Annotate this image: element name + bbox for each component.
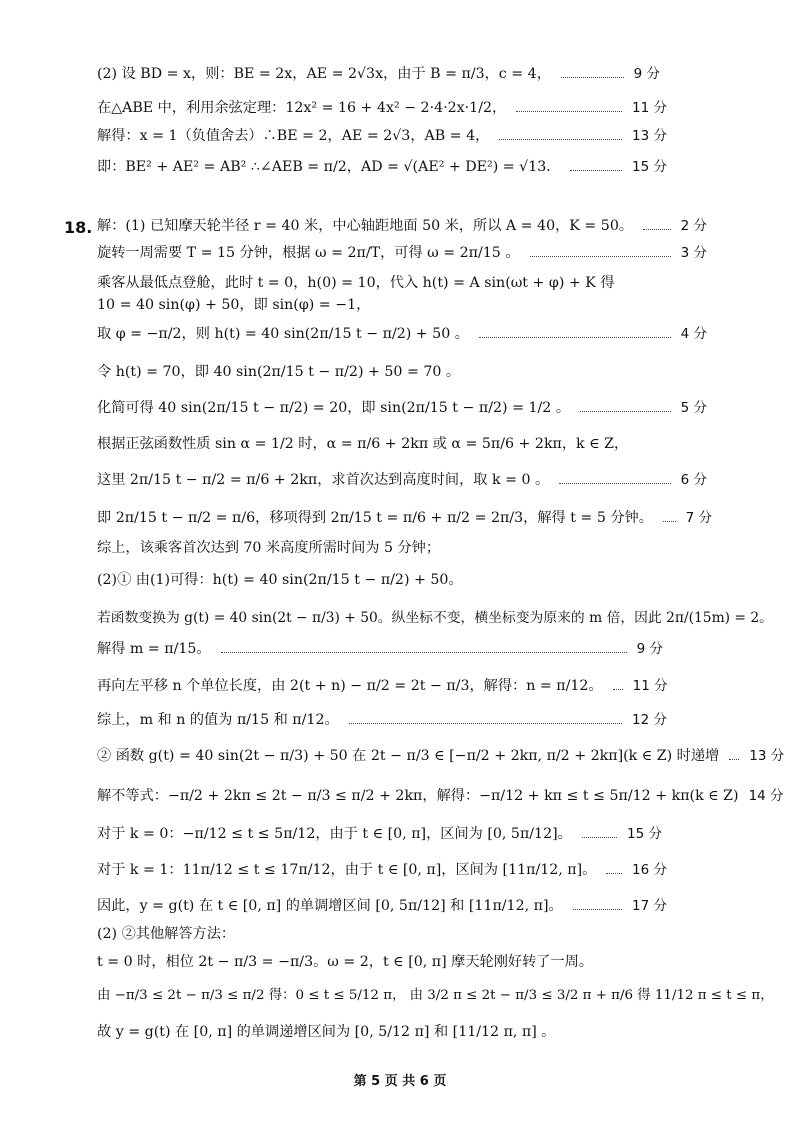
solution-line (97, 862, 667, 880)
solution-line (97, 712, 667, 730)
line-text: 对于 k = 1：11π/12 ≤ t ≤ 17π/12，由于 t ∈ [0, π]，区间为 [11π/12, π]。 (97, 862, 597, 878)
line-text: 化简可得 40 sin(2π/15 t − π/2) = 20，即 sin(2π/15 t − π/2) = 1/2 。 (97, 400, 571, 416)
question-number: 18. (64, 218, 93, 237)
line-text: 若函数变换为 g(t) = 40 sin(2t − π/3) + 50。纵坐标不变，横坐标变为原来的 m 倍，因此 2π/(15m) = 2。 (97, 610, 773, 626)
solution-line (97, 898, 667, 916)
solution-line (97, 954, 593, 972)
line-text: 乘客从最低点登舱，此时 t = 0，h(0) = 10，代入 h(t) = A sin(ωt + φ) + K 得 (97, 275, 615, 291)
score-points: 15 分 (632, 159, 667, 176)
score-points: 2 分 (680, 218, 707, 235)
solution-line (97, 159, 667, 177)
solution-line (97, 400, 707, 418)
line-text: (2)① 由(1)可得：h(t) = 40 sin(2π/15 t − π/2) + 50。 (97, 572, 463, 588)
line-text: 综上，m 和 n 的值为 π/15 和 π/12。 (97, 712, 339, 728)
score-points: 12 分 (632, 712, 667, 729)
solution-line (97, 128, 667, 146)
score-points: 11 分 (632, 678, 668, 695)
line-text: 因此，y = g(t) 在 t ∈ [0, π] 的单调增区间 [0, 5π/12] 和 [11π/12, π]。 (97, 898, 563, 914)
solution-line (97, 100, 667, 118)
solution-line (97, 364, 460, 382)
dot-leader (643, 229, 671, 230)
solution-line (97, 610, 773, 627)
line-text: 这里 2π/15 t − π/2 = π/6 + 2kπ，求首次达到高度时间，取 k = 0 。 (97, 472, 550, 488)
score-points: 3 分 (680, 245, 707, 262)
page-footer: 第 5 页 共 6 页 (353, 1074, 447, 1089)
score-points: 17 分 (632, 898, 667, 915)
score-points: 16 分 (632, 862, 667, 879)
dot-leader (530, 256, 671, 257)
solution-line (97, 748, 785, 766)
line-text: 在△ABE 中，利用余弦定理：12x² = 16 + 4x² − 2·4·2x·1/2， (97, 100, 507, 116)
solution-line (97, 436, 628, 454)
solution-line (97, 66, 660, 84)
line-text: 综上，该乘客首次达到 70 米高度所需时间为 5 分钟； (97, 540, 441, 556)
line-text: (2) ②其他解答方法： (97, 926, 236, 942)
dot-leader (516, 111, 622, 112)
dot-leader (729, 759, 739, 760)
score-points: 9 分 (633, 66, 660, 83)
score-points: 15 分 (627, 826, 662, 843)
score-points: 13 分 (749, 748, 785, 765)
dot-leader (570, 170, 622, 171)
dot-leader (349, 723, 622, 724)
solution-line (97, 510, 712, 528)
score-points: 11 分 (632, 100, 667, 117)
solution-line (97, 218, 707, 236)
score-points: 9 分 (636, 641, 663, 658)
dot-leader (221, 652, 627, 653)
solution-line (97, 988, 774, 1005)
line-text: 10 = 40 sin(φ) + 50，即 sin(φ) = −1， (97, 297, 371, 313)
solution-line (97, 1024, 556, 1042)
line-text: 即 2π/15 t − π/2 = π/6，移项得到 2π/15 t = π/6 + π/2 = 2π/3，解得 t = 5 分钟。 (97, 510, 653, 526)
dot-leader (479, 337, 671, 338)
solution-line (97, 326, 707, 344)
solution-line (97, 926, 235, 944)
solution-line (97, 788, 784, 806)
score-points: 4 分 (680, 326, 707, 343)
dot-leader (582, 837, 617, 838)
line-text: 解得：x = 1（负值舍去）∴BE = 2，AE = 2√3，AB = 4， (97, 128, 490, 144)
line-text: t = 0 时，相位 2t − π/3 = −π/3。ω = 2，t ∈ [0, π] 摩天轮刚好转了一周。 (97, 954, 594, 970)
score-points: 13 分 (632, 128, 667, 145)
solution-line (97, 245, 707, 263)
line-text: 再向左平移 n 个单位长度，由 2(t + n) − π/2 = 2t − π/3，解得：n = π/12。 (97, 678, 603, 694)
solution-line (97, 275, 615, 293)
line-text: 解得 m = π/15。 (97, 641, 211, 657)
line-text: (2) 设 BD = x，则：BE = 2x，AE = 2√3x，由于 B = π/3，c = 4， (97, 66, 551, 82)
dot-leader (559, 483, 670, 484)
dot-leader (606, 873, 622, 874)
score-points: 5 分 (680, 400, 707, 417)
line-text: 旋转一周需要 T = 15 分钟，根据 ω = 2π/T，可得 ω = 2π/15 。 (97, 245, 520, 261)
line-text: 对于 k = 0：−π/12 ≤ t ≤ 5π/12，由于 t ∈ [0, π]，区间为 [0, 5π/12]。 (97, 826, 572, 842)
line-text: 即：BE² + AE² = AB² ∴∠AEB = π/2，AD = √(AE² + DE²) = √13． (97, 159, 561, 175)
line-text: 取 φ = −π/2，则 h(t) = 40 sin(2π/15 t − π/2) + 50 。 (97, 326, 469, 342)
dot-leader (580, 411, 671, 412)
line-text: ② 函数 g(t) = 40 sin(2t − π/3) + 50 在 2t − π/3 ∈ [−π/2 + 2kπ, π/2 + 2kπ](k ∈ Z) 时递增 (97, 748, 720, 764)
line-text: 根据正弦函数性质 sin α = 1/2 时，α = π/6 + 2kπ 或 α = 5π/6 + 2kπ，k ∈ Z， (97, 436, 629, 452)
solution-line (97, 540, 440, 558)
solution-line (97, 826, 662, 844)
solution-line (97, 641, 663, 659)
solution-line (97, 472, 707, 490)
line-text: 解不等式：−π/2 + 2kπ ≤ 2t − π/3 ≤ π/2 + 2kπ，解得：−π/12 + kπ ≤ t ≤ 5π/12 + kπ(k ∈ Z) (97, 788, 739, 804)
score-points: 6 分 (680, 472, 707, 489)
solution-line (97, 572, 463, 590)
line-text: 故 y = g(t) 在 [0, π] 的单调递增区间为 [0, 5/12 π] 和 [11/12 π, π] 。 (97, 1024, 556, 1040)
dot-leader (663, 521, 676, 522)
solution-line (97, 678, 667, 696)
dot-leader (613, 689, 623, 690)
score-points: 7 分 (685, 510, 712, 527)
score-points: 14 分 (748, 788, 784, 805)
line-text: 令 h(t) = 70，即 40 sin(2π/15 t − π/2) + 50 = 70 。 (97, 364, 461, 380)
dot-leader (573, 909, 622, 910)
dot-leader (499, 139, 622, 140)
line-text: 由 −π/3 ≤ 2t − π/3 ≤ π/2 得：0 ≤ t ≤ 5/12 π， 由 3/2 π ≤ 2t − π/3 ≤ 3/2 π + π/6 得 11/12 π ≤ t ≤ π， (97, 988, 774, 1003)
line-text: 解：(1) 已知摩天轮半径 r = 40 米，中心轴距地面 50 米，所以 A = 40，K = 50。 (97, 218, 634, 234)
solution-line (97, 297, 370, 315)
dot-leader (561, 77, 624, 78)
